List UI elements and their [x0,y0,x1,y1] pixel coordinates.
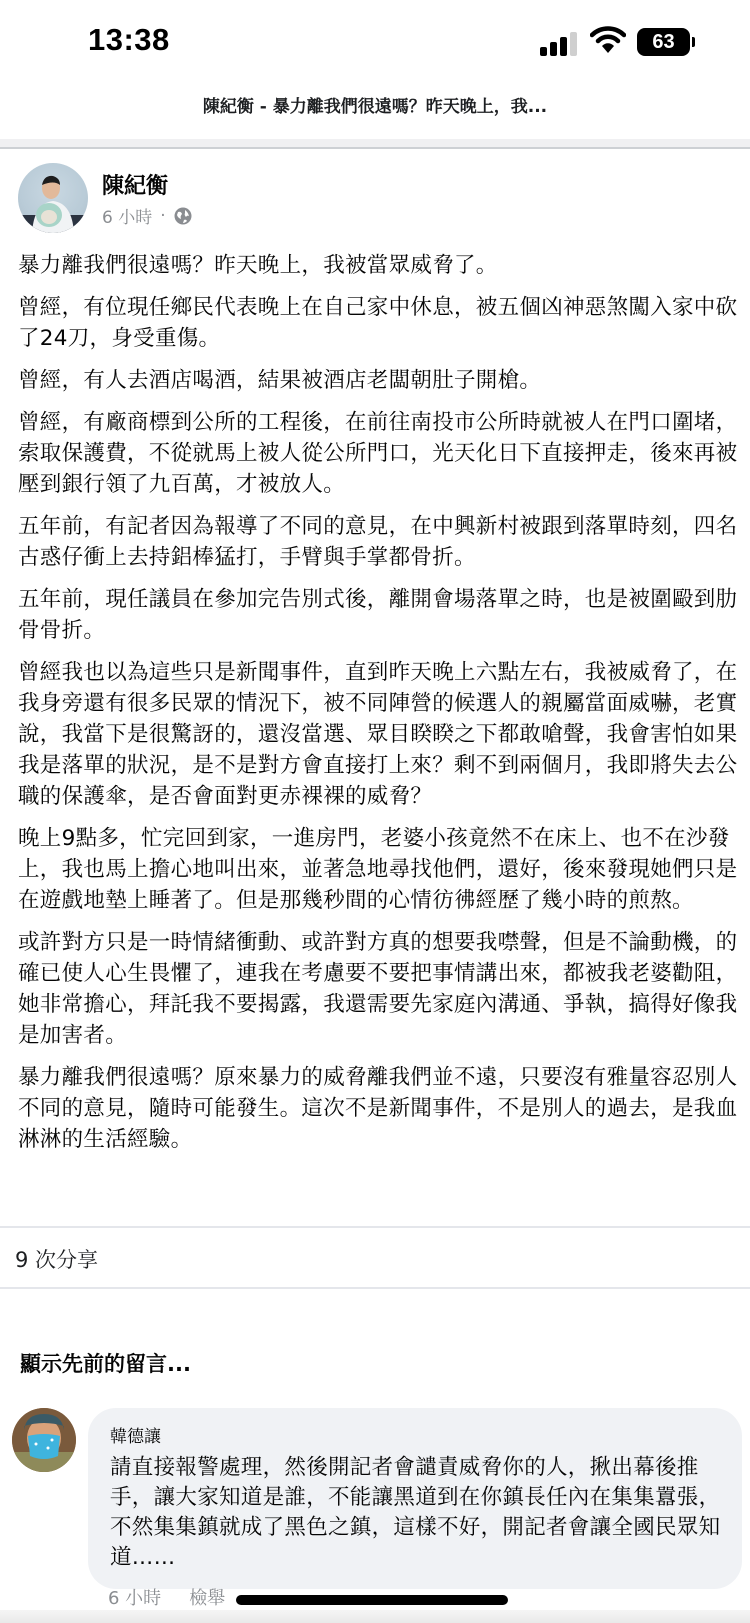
post-paragraph: 五年前，現任議員在參加完告別式後，離開會場落單之時，也是被圍毆到肋骨骨折。 [18,587,738,643]
commenter-name[interactable]: 韓德讓 [110,1427,161,1447]
comment-bubble [88,1408,742,1589]
battery-level: 63 [637,28,690,56]
cellular-signal-icon [540,30,580,56]
bottom-toolbar-edge [0,1610,750,1623]
globe-icon [174,207,192,225]
wifi-icon [590,25,626,55]
comment-time: 6 小時 [108,1588,162,1609]
header-divider [0,139,750,149]
post-paragraph: 曾經，有位現任鄉民代表晚上在自己家中休息，被五個凶神惡煞闖入家中砍了24刀，身受重傷。 [18,295,738,351]
post-body [18,250,738,1166]
status-bar [0,0,750,90]
author-name[interactable]: 陳紀衡 [102,174,169,199]
post-paragraph: 暴力離我們很遠嗎？原來暴力的威脅離我們並不遠，只要沒有雅量容忍別人不同的意見，隨時可能發生。這次不是新聞事件，不是別人的過去，是我血淋淋的生活經驗。 [18,1065,738,1152]
post-paragraph: 曾經，有廠商標到公所的工程後，在前往南投市公所時就被人在門口圍堵，索取保護費，不從就馬上被人從公所門口，光天化日下直接押走，後來再被壓到銀行領了九百萬，才被放人。 [18,410,738,497]
author-avatar[interactable] [18,163,88,233]
commenter-avatar[interactable] [12,1408,76,1472]
post-paragraph: 曾經我也以為這些只是新聞事件，直到昨天晚上六點左右，我被威脅了，在我身旁還有很多民眾的情況下，被不同陣營的候選人的親屬當面威嚇，老實說，我當下是很驚訝的，還沒當選、眾目睽睽之下都敢嗆聲，我會害怕如果我是落單的狀況，是不是對方會直接打上來？剩不到兩個月，我即將失去公職的保護傘，是否會面對更赤裸裸的威脅？ [18,660,738,809]
report-button[interactable]: 檢舉 [189,1588,226,1609]
comment-text: 請直接報警處理，然後開記者會譴責威脅你的人，揪出幕後推手，讓大家知道是誰，不能讓黑道到在你鎮長任內在集集囂張，不然集集鎮就成了黑色之鎮，這樣不好，開記者會讓全國民眾知道…… [110,1455,721,1570]
status-time: 13:38 [88,22,170,57]
share-count[interactable]: 9 次分享 [15,1248,99,1272]
divider [0,1287,750,1289]
post-paragraph: 暴力離我們很遠嗎？昨天晚上，我被當眾威脅了。 [18,253,498,278]
show-previous-comments-link[interactable]: 顯示先前的留言... [20,1352,191,1376]
home-indicator[interactable] [236,1595,508,1605]
post-time[interactable]: 6 小時 [102,208,153,228]
meta-separator: · [160,205,166,226]
post-paragraph: 晚上9點多，忙完回到家，一進房門，老婆小孩竟然不在床上、也不在沙發上，我也馬上擔心地叫出來，並著急地尋找他們，還好，後來發現她們只是在遊戲地墊上睡著了。但是那幾秒間的心情彷彿經歷了幾小時的煎熬。 [18,826,738,913]
page-title: 陳紀衡 - 暴力離我們很遠嗎？昨天晚上，我... [202,97,548,117]
post-meta [102,203,192,228]
post-paragraph: 曾經，有人去酒店喝酒，結果被酒店老闆朝肚子開槍。 [18,368,542,393]
comment-actions [108,1584,225,1610]
battery-tip [692,37,695,47]
battery-indicator [637,28,695,56]
post-paragraph: 五年前，有記者因為報導了不同的意見，在中興新村被跟到落單時刻，四名古惑仔衝上去持鋁棒猛打，手臂與手掌都骨折。 [18,514,738,570]
post-paragraph: 或許對方只是一時情緒衝動、或許對方真的想要我噤聲，但是不論動機，的確已使人心生畏懼了，連我在考慮要不要把事情講出來，都被我老婆勸阻，她非常擔心，拜託我不要揭露，我還需要先家庭內溝通、爭執，搞得好像我是加害者。 [18,930,738,1048]
divider [0,1226,750,1228]
